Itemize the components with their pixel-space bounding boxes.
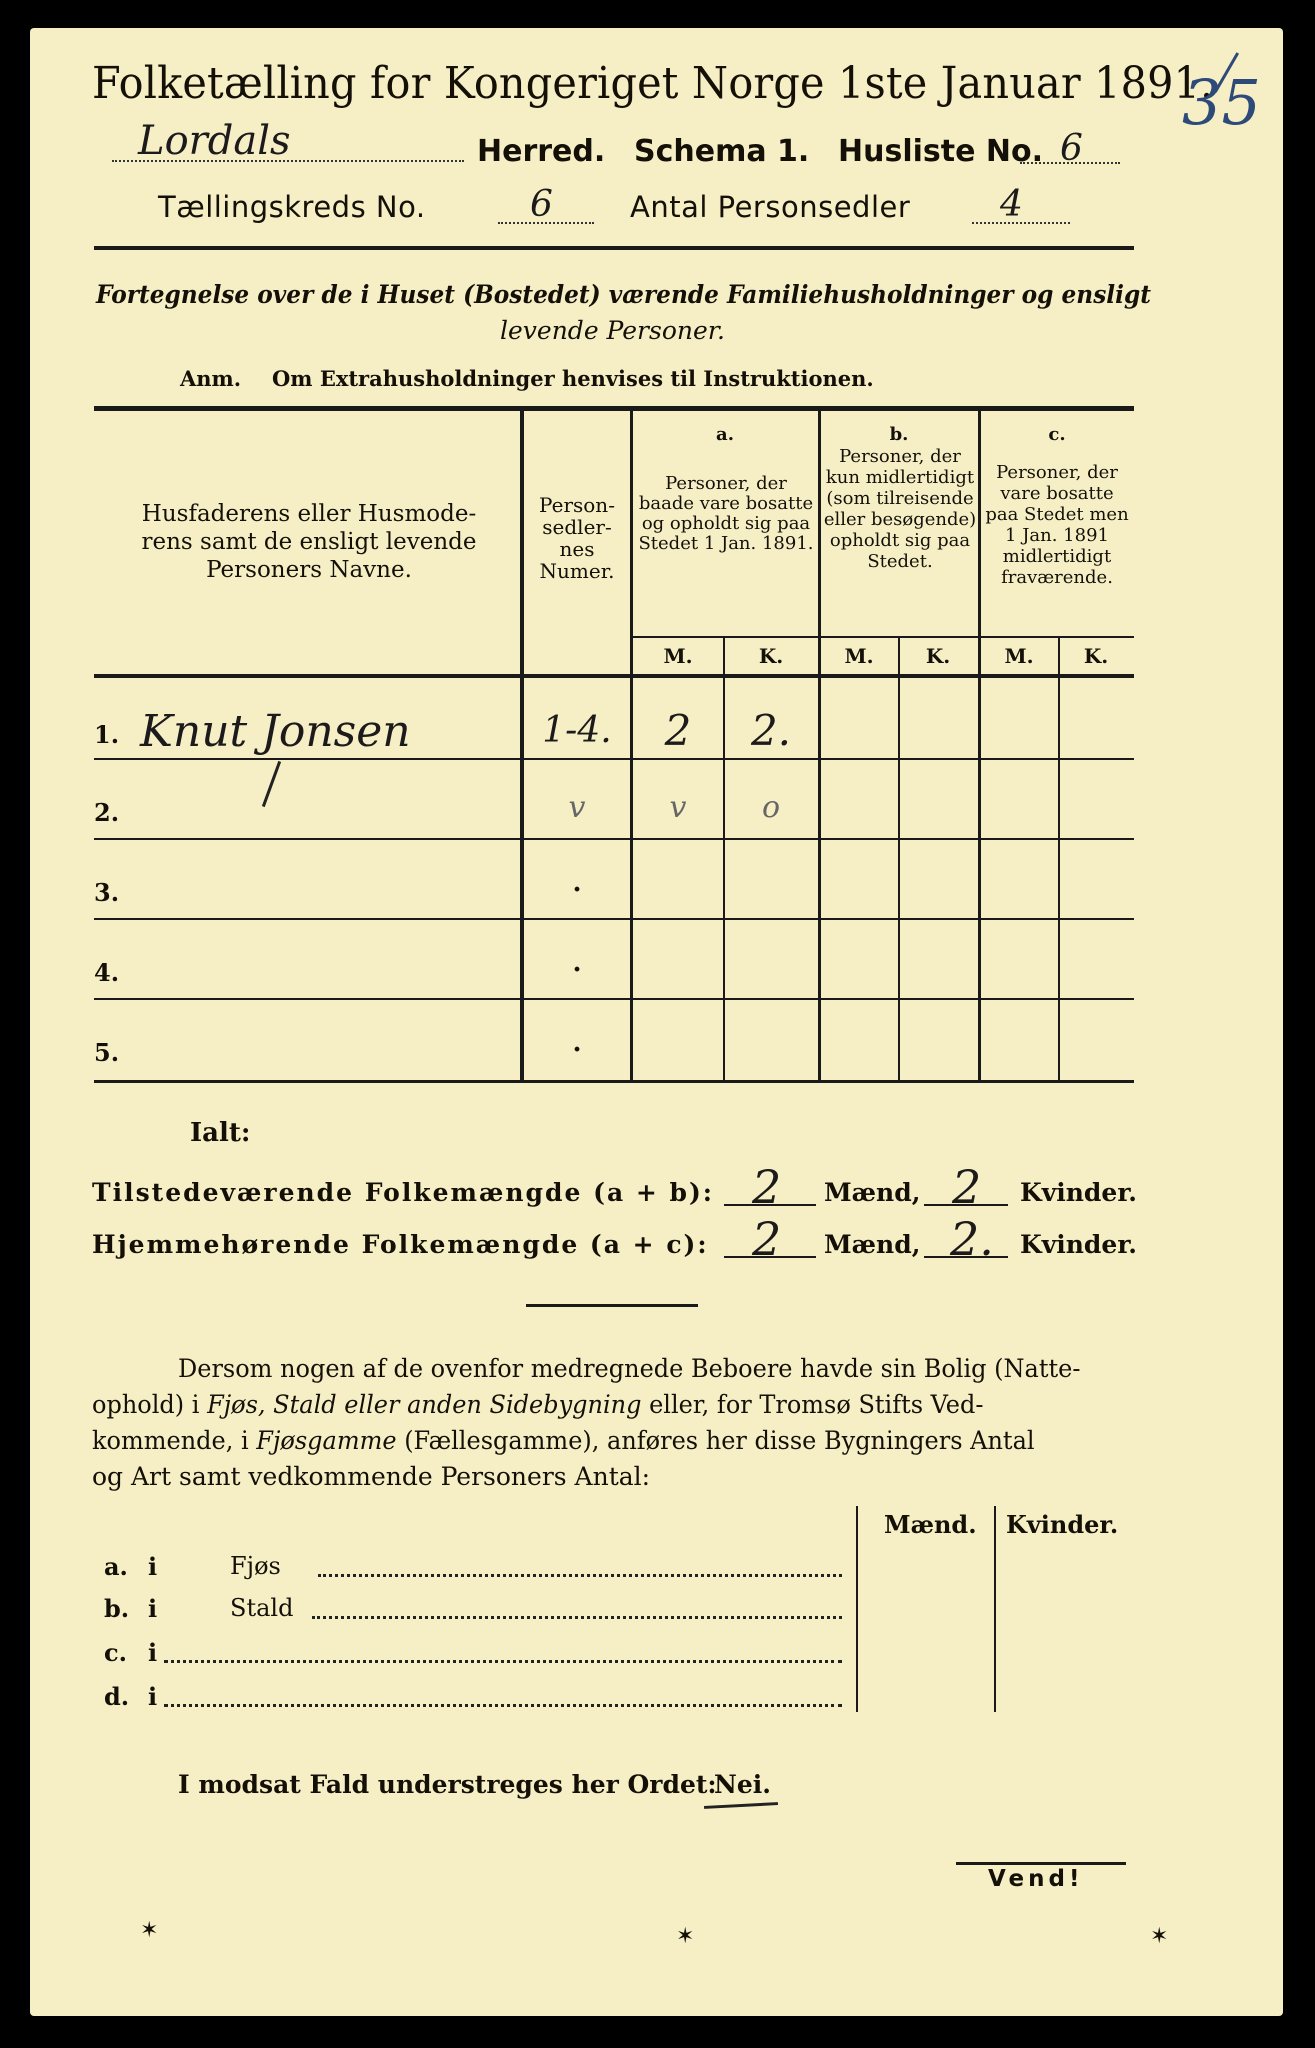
section-divider — [526, 1304, 698, 1307]
row-3-number: 3. — [94, 878, 120, 907]
form-title: Folketælling for Kongeriget Norge 1ste Januar 1891. — [92, 58, 1214, 109]
ialt-label: Ialt: — [190, 1118, 251, 1148]
group-a-text: Personer, der baade vare bosatte og opholdt sig paa Stedet 1 Jan. 1891. — [638, 473, 814, 554]
tilstede-maend-label: Mænd, — [824, 1178, 921, 1207]
anm-text: Om Extrahusholdninger henvises til Instruktionen. — [272, 366, 874, 391]
para-2b: Fjøs, Stald eller anden Sidebygning — [207, 1390, 642, 1419]
row-2-number: 2. — [94, 798, 120, 827]
col-header-numer — [524, 494, 630, 582]
buildings-kvinder-header: Kvinder. — [1006, 1510, 1119, 1539]
row-1-a-k: 2. — [750, 706, 792, 755]
col-sep-b-mk — [898, 636, 900, 1080]
para-2c: eller, for Tromsø Stifts Ved- — [641, 1390, 984, 1419]
row-2-numer: v — [568, 790, 586, 825]
col-header-names — [104, 500, 514, 584]
schema-label: Schema 1. — [634, 134, 810, 169]
col-header-numer-line4: Numer. — [539, 559, 615, 583]
col-header-names-line2: rens samt de ensligt levende — [141, 529, 477, 555]
row-1-a-m: 2 — [664, 706, 692, 755]
group-a-letter: a. — [716, 424, 734, 445]
building-a-label: Fjøs — [230, 1552, 281, 1580]
hjemme-m-value: 2 — [752, 1212, 782, 1266]
star-mark-center: ✶ — [676, 1924, 695, 1949]
buildings-maend-header: Mænd. — [884, 1510, 977, 1539]
row-2-a-m: v — [669, 790, 687, 825]
para-2a: ophold) i — [92, 1390, 208, 1419]
star-mark-left: ✶ — [140, 1918, 159, 1943]
col-header-numer-line1: Person- — [539, 493, 615, 517]
col-sep-c-mk — [1058, 636, 1060, 1080]
vend-rule — [956, 1862, 1126, 1865]
tilstede-kvinder-label: Kvinder. — [1020, 1178, 1137, 1207]
tilstede-label: Tilstedeværende Folkemængde (a + b): — [92, 1178, 715, 1207]
col-sep-a-mk — [723, 636, 725, 1080]
col-sep-ab — [818, 410, 821, 1080]
herred-name: Lordals — [138, 118, 291, 164]
row-2-a-k: o — [761, 790, 781, 825]
table-bottom-rule — [94, 1080, 1134, 1083]
building-b-dots — [312, 1616, 842, 1619]
a-k-header: K. — [758, 644, 784, 668]
row-2-line — [94, 838, 1134, 840]
hjemme-k-value: 2. — [950, 1212, 994, 1266]
building-d-letter: d. — [104, 1682, 130, 1711]
building-b-letter: b. — [104, 1594, 130, 1623]
tilstede-k-value: 2 — [952, 1160, 982, 1214]
intro-line-1: Fortegnelse over de i Huset (Bostedet) værende Familiehusholdninger og ensligt — [96, 280, 1151, 309]
c-m-header: M. — [1004, 644, 1034, 668]
para-3c: (Fællesgamme), anføres her disse Bygningers Antal — [396, 1426, 1035, 1455]
col-sep-bc — [978, 410, 981, 1080]
buildings-para-line-1: Dersom nogen af de ovenfor medregnede Beboere havde sin Bolig (Natte- — [178, 1354, 1081, 1383]
star-mark-right: ✶ — [1150, 1924, 1169, 1949]
husliste-value: 6 — [1060, 128, 1083, 169]
building-d-prep: i — [148, 1682, 158, 1711]
col-header-numer-line3: nes — [559, 537, 595, 561]
a-m-header: M. — [663, 644, 693, 668]
buildings-para-line-3 — [92, 1426, 1035, 1455]
buildings-col-sep-1 — [856, 1506, 858, 1712]
para-3a: kommende, i — [92, 1426, 257, 1455]
building-c-prep: i — [148, 1638, 158, 1667]
tilstede-m-value: 2 — [752, 1160, 782, 1214]
para-3b: Fjøsgamme — [256, 1426, 397, 1455]
anm-label: Anm. — [180, 366, 242, 391]
col-header-names-line1: Husfaderens eller Husmode- — [141, 501, 477, 527]
hjemme-kvinder-label: Kvinder. — [1020, 1230, 1137, 1259]
c-k-header: K. — [1083, 644, 1109, 668]
row-1-line — [94, 758, 1134, 760]
modsat-text: I modsat Fald understreges her Ordet: — [178, 1770, 717, 1799]
building-b-label: Stald — [230, 1594, 294, 1622]
vend-text: Vend! — [988, 1866, 1084, 1892]
row-1-name: Knut Jonsen — [140, 706, 411, 757]
kreds-value: 6 — [530, 184, 553, 225]
hjemme-maend-label: Mænd, — [824, 1230, 921, 1259]
row-3-line — [94, 918, 1134, 920]
header-divider — [94, 246, 1134, 250]
row-4-number: 4. — [94, 958, 120, 987]
herred-label: Herred. — [477, 134, 606, 169]
col-header-numer-line2: sedler- — [542, 515, 612, 539]
row-5-number: 5. — [94, 1038, 120, 1067]
kreds-label: Tællingskreds No. — [158, 190, 426, 224]
row-5-numer: . — [572, 1028, 582, 1058]
buildings-para-line-4: og Art samt vedkommende Personers Antal: — [92, 1462, 651, 1491]
husliste-label: Husliste No. — [838, 134, 1043, 169]
building-a-letter: a. — [104, 1552, 128, 1581]
buildings-para-line-2 — [92, 1390, 983, 1419]
building-a-prep: i — [148, 1552, 158, 1581]
corner-page-number: 35 — [1182, 66, 1261, 139]
building-b-prep: i — [148, 1594, 158, 1623]
hjemme-label: Hjemmehørende Folkemængde (a + c): — [92, 1230, 709, 1259]
building-d-dots — [164, 1704, 842, 1707]
group-b-letter: b. — [889, 424, 909, 445]
row-4-numer: . — [572, 948, 582, 978]
row-4-line — [94, 998, 1134, 1000]
b-k-header: K. — [925, 644, 951, 668]
buildings-col-sep-2 — [994, 1506, 996, 1712]
row-1-number: 1. — [94, 720, 120, 749]
b-m-header: M. — [844, 644, 874, 668]
building-a-dots — [318, 1574, 842, 1577]
row-3-numer: . — [572, 868, 582, 898]
intro-line-2: levende Personer. — [500, 316, 725, 345]
nei-word: Nei. — [714, 1770, 771, 1799]
antal-value: 4 — [1000, 184, 1023, 225]
building-c-dots — [164, 1660, 842, 1663]
group-c-letter: c. — [1048, 424, 1066, 445]
building-c-letter: c. — [104, 1638, 127, 1667]
col-header-names-line3: Personers Navne. — [206, 557, 412, 583]
group-c-text: Personer, der vare bosatte paa Stedet men 1 Jan. 1891 midlertidigt fraværende. — [985, 462, 1129, 588]
group-b-text: Personer, der kun midlertidigt (som tilreisende eller besøgende) opholdt sig paa Stedet. — [823, 446, 977, 572]
antal-label: Antal Personsedler — [630, 190, 911, 224]
row-1-numer: 1-4. — [542, 710, 612, 751]
